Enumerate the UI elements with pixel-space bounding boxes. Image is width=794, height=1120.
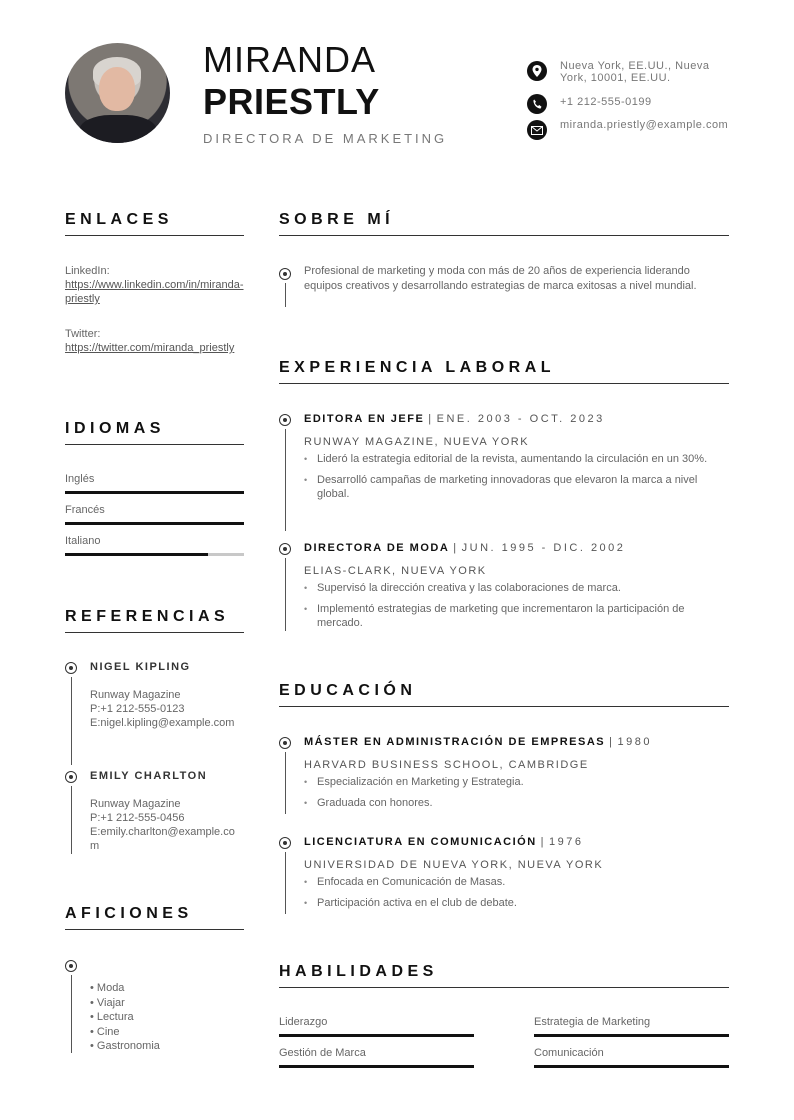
timeline-line	[71, 786, 72, 854]
experience-title: EXPERIENCIA LABORAL	[279, 359, 556, 376]
reference-phone: P:+1 212-555-0123	[90, 703, 185, 715]
phone-icon	[527, 94, 547, 114]
hobby-item: • Viajar	[90, 996, 125, 1009]
links-divider	[65, 235, 244, 236]
job-heading	[304, 413, 605, 425]
language-name: Inglés	[65, 473, 95, 485]
language-bar-fill	[65, 553, 208, 556]
photo-body	[79, 115, 157, 143]
skills-title: HABILIDADES	[279, 963, 438, 980]
reference-name: NIGEL KIPLING	[90, 661, 191, 673]
education-divider	[279, 706, 729, 707]
education-bullets	[304, 775, 730, 817]
education-bullet: • Participación activa en el club de debate.	[304, 896, 730, 910]
language-name: Francés	[65, 504, 105, 516]
separator: |	[609, 736, 614, 748]
separator: |	[453, 542, 458, 554]
link-linkedin-label: LinkedIn:	[65, 265, 110, 277]
links-title: ENLACES	[65, 211, 173, 228]
first-name: MIRANDA	[203, 39, 377, 80]
contact-address	[527, 60, 732, 84]
reference-company: Runway Magazine	[90, 798, 181, 810]
reference-details	[90, 688, 242, 730]
timeline-dot	[279, 543, 291, 555]
phone-text: +1 212-555-0199	[560, 96, 652, 108]
last-name: PRIESTLY	[203, 81, 380, 122]
skill-bar-fill	[279, 1034, 474, 1037]
timeline-dot	[279, 268, 291, 280]
about-title: SOBRE MÍ	[279, 211, 395, 228]
languages-title: IDIOMAS	[65, 420, 165, 437]
hobbies-title: AFICIONES	[65, 905, 193, 922]
hobby-item: • Cine	[90, 1025, 120, 1038]
link-twitter	[65, 327, 244, 355]
skill-name: Comunicación	[534, 1047, 604, 1059]
timeline-line	[285, 429, 286, 531]
reference-phone: P:+1 212-555-0456	[90, 812, 185, 824]
job-title: DIRECTORA DE MARKETING	[203, 131, 448, 146]
skill-name: Gestión de Marca	[279, 1047, 366, 1059]
job-bullets	[304, 581, 730, 637]
envelope-icon	[527, 120, 547, 140]
timeline-line	[71, 975, 72, 1053]
job-bullet: • Supervisó la dirección creativa y las colaboraciones de marca.	[304, 581, 730, 595]
email-text: miranda.priestly@example.com	[560, 119, 729, 131]
skill-bar	[534, 1065, 729, 1068]
reference-email[interactable]: E:emily.charlton@example.com	[90, 826, 235, 852]
experience-divider	[279, 383, 729, 384]
timeline-dot	[65, 960, 77, 972]
link-linkedin	[65, 264, 244, 306]
timeline-line	[285, 558, 286, 631]
skill-name: Liderazgo	[279, 1016, 328, 1028]
language-bar	[65, 522, 244, 525]
separator: |	[428, 413, 433, 425]
job-role: DIRECTORA DE MODA	[304, 542, 450, 554]
language-bar-fill	[65, 491, 244, 494]
job-bullet: • Implementó estrategias de marketing que incrementaron la participación de mercado.	[304, 602, 730, 630]
job-bullets	[304, 452, 730, 508]
language-bar-fill	[65, 522, 244, 525]
about-divider	[279, 235, 729, 236]
education-bullet: • Especialización en Marketing y Estrategia.	[304, 775, 730, 789]
hobby-item: • Moda	[90, 982, 125, 994]
photo-face	[99, 67, 135, 111]
reference-email[interactable]: E:nigel.kipling@example.com	[90, 717, 235, 729]
job-bullet: • Lideró la estrategia editorial de la revista, aumentando la circulación en un 30%.	[304, 452, 730, 466]
link-twitter-label: Twitter:	[65, 328, 101, 340]
degree-year: 1980	[617, 736, 652, 748]
job-company: ELIAS-CLARK, NUEVA YORK	[304, 565, 487, 577]
job-dates: JUN. 1995 - DIC. 2002	[461, 542, 626, 554]
map-pin-icon	[527, 61, 547, 81]
profile-photo	[65, 43, 170, 143]
skills-divider	[279, 987, 729, 988]
language-bar	[65, 553, 244, 556]
separator: |	[540, 836, 546, 848]
job-dates: ENE. 2003 - OCT. 2023	[436, 413, 605, 425]
timeline-dot	[279, 414, 291, 426]
skill-name: Estrategia de Marketing	[534, 1016, 651, 1028]
education-title: EDUCACIÓN	[279, 682, 417, 699]
job-role: EDITORA EN JEFE	[304, 413, 425, 425]
link-linkedin-url[interactable]: https://www.linkedin.com/in/miranda-priestly	[65, 279, 244, 305]
school-name: UNIVERSIDAD DE NUEVA YORK, NUEVA YORK	[304, 859, 604, 871]
job-heading	[304, 542, 625, 554]
timeline-line	[71, 677, 72, 765]
hobbies-divider	[65, 929, 244, 930]
education-bullet: • Graduada con honores.	[304, 796, 730, 810]
timeline-dot	[279, 837, 291, 849]
address-text: Nueva York, EE.UU., Nueva York, 10001, EE.UU.	[560, 60, 710, 84]
timeline-line	[285, 852, 286, 914]
education-heading	[304, 736, 652, 748]
skill-bar-fill	[279, 1065, 474, 1068]
about-text: Profesional de marketing y moda con más de 20 años de experiencia liderando equipos creativos y desarrollando estrategias de marca exitosas a nivel mundial.	[304, 265, 697, 292]
hobby-item: • Gastronomia	[90, 1040, 160, 1052]
degree-year: 1976	[549, 836, 584, 848]
skill-bar	[279, 1034, 474, 1037]
skill-bar-fill	[534, 1065, 729, 1068]
job-bullet: • Desarrolló campañas de marketing innovadoras que elevaron la marca a nivel global.	[304, 473, 730, 501]
language-name: Italiano	[65, 535, 101, 547]
reference-company: Runway Magazine	[90, 689, 181, 701]
timeline-line	[285, 283, 286, 307]
timeline-line	[285, 752, 286, 814]
school-name: HARVARD BUSINESS SCHOOL, CAMBRIDGE	[304, 759, 589, 771]
language-bar	[65, 491, 244, 494]
contact-phone	[527, 93, 732, 114]
skill-bar	[534, 1034, 729, 1037]
education-bullets	[304, 875, 730, 917]
timeline-dot	[65, 662, 77, 674]
degree-name: LICENCIATURA EN COMUNICACIÓN	[304, 836, 537, 848]
education-bullet: • Enfocada en Comunicación de Masas.	[304, 875, 730, 889]
skill-bar	[279, 1065, 474, 1068]
hobby-item: • Lectura	[90, 1011, 134, 1023]
references-title: REFERENCIAS	[65, 608, 230, 625]
contact-email	[527, 119, 732, 140]
reference-name: EMILY CHARLTON	[90, 770, 208, 782]
degree-name: MÁSTER EN ADMINISTRACIÓN DE EMPRESAS	[304, 736, 606, 748]
skill-bar-fill	[534, 1034, 729, 1037]
job-company: RUNWAY MAGAZINE, NUEVA YORK	[304, 436, 530, 448]
hobby-list	[90, 981, 160, 1054]
references-divider	[65, 632, 244, 633]
link-twitter-url[interactable]: https://twitter.com/miranda_priestly	[65, 342, 235, 354]
education-heading	[304, 836, 584, 848]
timeline-dot	[65, 771, 77, 783]
timeline-dot	[279, 737, 291, 749]
reference-details	[90, 797, 242, 853]
languages-divider	[65, 444, 244, 445]
